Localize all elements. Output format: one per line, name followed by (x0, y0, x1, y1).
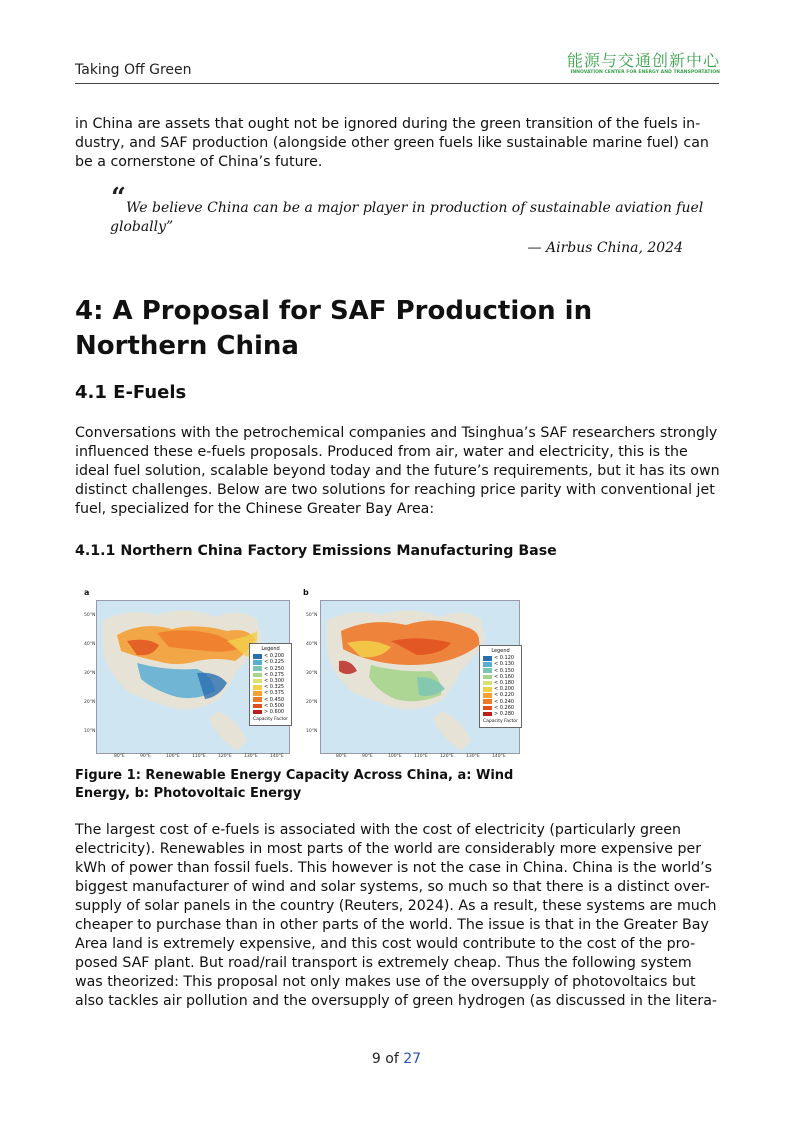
subsubsection-heading: 4.1.1 Northern China Factory Emissions Manufacturing Base (75, 543, 557, 559)
figure-caption (75, 767, 515, 803)
text-line: influenced these e-fuels proposals. Produced from air, water and electricity, this is the (75, 444, 688, 460)
logo-chinese-text: 能源与交通创新中心 (566, 51, 720, 70)
legend-footer: Capacity Factor (253, 717, 288, 723)
text-line: was theorized: This proposal not only makes use of the oversupply of photovoltaics but (75, 974, 696, 990)
section-heading: 4: A Proposal for SAF Production in Northern China (75, 296, 593, 361)
lat-tick: 10°N (306, 729, 318, 734)
text-line: in China are assets that ought not be ignored during the green transition of the fuels in- (75, 116, 701, 132)
caption-line: Figure 1: Renewable Energy Capacity Across China, a: Wind (75, 768, 514, 783)
quote-line: globally” (110, 219, 174, 235)
legend-item-label: < 0.150 (494, 667, 515, 674)
lat-tick: 50°N (84, 613, 96, 618)
legend-item-label: < 0.120 (494, 655, 515, 662)
logo-english-text: INNOVATION CENTER FOR ENERGY AND TRANSPORTATION (570, 70, 720, 75)
text-line: cheaper to purchase than in other parts of the world. The issue is that in the Greater Bay (75, 917, 709, 933)
legend-swatch (253, 691, 262, 696)
legend-swatch (253, 679, 262, 684)
lon-tick: 80°E (114, 754, 125, 759)
legend-item-label: < 0.325 (264, 684, 285, 691)
intro-paragraph (75, 115, 721, 172)
electricity-cost-paragraph (75, 821, 721, 1011)
lon-tick: 130°E (466, 754, 480, 759)
text-line: kWh of power than fossil fuels. This however is not the case in China. China is the world’s (75, 860, 713, 876)
legend-swatch (483, 706, 492, 711)
lon-tick: 140°E (270, 754, 284, 759)
legend-item-label: < 0.275 (264, 671, 285, 678)
lon-tick: 120°E (440, 754, 454, 759)
e-fuels-paragraph (75, 424, 721, 519)
running-header-title: Taking Off Green (75, 62, 192, 78)
legend-swatch (483, 668, 492, 673)
legend-swatch (483, 712, 492, 717)
text-line: be a cornerstone of China’s future. (75, 154, 323, 170)
legend-footer: Capacity Factor (483, 719, 518, 725)
lon-tick: 90°E (140, 754, 151, 759)
legend-swatch (253, 654, 262, 659)
lon-tick: 90°E (362, 754, 373, 759)
lat-tick: 10°N (84, 729, 96, 734)
quote-line: We believe China can be a major player in production of sustainable aviation fuel (126, 200, 704, 216)
legend-item-label: < 0.260 (494, 704, 515, 711)
legend-item (253, 709, 288, 715)
legend-item-label: < 0.130 (494, 661, 515, 668)
legend-item-label: < 0.200 (494, 686, 515, 693)
legend-item-label: < 0.500 (264, 702, 285, 709)
lon-tick: 120°E (218, 754, 232, 759)
legend-item-label: > 0.280 (494, 711, 515, 718)
lon-tick: 110°E (192, 754, 206, 759)
legend-item-label: < 0.225 (264, 659, 285, 666)
text-line: dustry, and SAF production (alongside other green fuels like sustainable marine fuel) can (75, 135, 709, 151)
legend-panel-a (249, 643, 292, 726)
legend-swatch (483, 681, 492, 686)
logo (555, 52, 720, 76)
lat-tick: 40°N (306, 642, 318, 647)
photovoltaic-capacity-map (304, 598, 520, 760)
page-total-link[interactable]: 27 (403, 1051, 422, 1067)
legend-item-label: < 0.375 (264, 690, 285, 697)
text-line: Conversations with the petrochemical companies and Tsinghua’s SAF researchers strongly (75, 425, 718, 441)
lat-tick: 20°N (306, 700, 318, 705)
quote-attribution: — Airbus China, 2024 (527, 240, 683, 256)
legend-item-label: > 0.600 (264, 709, 285, 716)
text-line: fuel, specialized for the Chinese Greater Bay Area: (75, 501, 435, 517)
legend-swatch (483, 662, 492, 667)
legend-swatch (253, 685, 262, 690)
legend-swatch (253, 697, 262, 702)
text-line: distinct challenges. Below are two solutions for reaching price parity with conventional jet (75, 482, 715, 498)
legend-item-label: < 0.300 (264, 678, 285, 685)
wind-capacity-map (82, 598, 290, 760)
legend-item (483, 711, 518, 717)
text-line: electricity). Renewables in most parts of the world are considerably more expensive per (75, 841, 702, 857)
legend-swatch (253, 704, 262, 709)
legend-item-label: < 0.250 (264, 665, 285, 672)
page-current: 9 (371, 1051, 381, 1067)
lon-tick: 80°E (336, 754, 347, 759)
text-line: The largest cost of e-fuels is associated with the cost of electricity (particularly green (75, 822, 682, 838)
text-line: Area land is extremely expensive, and this cost would contribute to the cost of the pro- (75, 936, 696, 952)
legend-item-label: < 0.180 (494, 680, 515, 687)
legend-swatch (253, 660, 262, 665)
lat-tick: 30°N (306, 671, 318, 676)
legend-item-label: < 0.160 (494, 673, 515, 680)
lon-tick: 140°E (492, 754, 506, 759)
legend-panel-b (479, 645, 522, 728)
legend-swatch (483, 675, 492, 680)
page-number (0, 1051, 793, 1067)
panel-a-label: a (84, 588, 90, 597)
legend-swatch (483, 687, 492, 692)
text-line: supply of solar panels in the country (Reuters, 2024). As a result, these systems are much (75, 898, 717, 914)
lon-tick: 130°E (244, 754, 258, 759)
block-quote (110, 199, 704, 237)
legend-item-label: < 0.220 (494, 692, 515, 699)
legend-swatch (253, 710, 262, 715)
lon-tick: 110°E (414, 754, 428, 759)
lon-tick: 100°E (166, 754, 180, 759)
subsection-heading: 4.1 E-Fuels (75, 382, 187, 403)
lat-tick: 50°N (306, 613, 318, 618)
legend-swatch (483, 656, 492, 661)
legend-item-label: < 0.450 (264, 696, 285, 703)
legend-title: Legend (491, 648, 510, 654)
lat-tick: 40°N (84, 642, 96, 647)
legend-swatch (483, 693, 492, 698)
quote-mark: “ (111, 183, 126, 213)
panel-b-label: b (303, 588, 309, 597)
lat-tick: 30°N (84, 671, 96, 676)
legend-item-label: < 0.200 (264, 653, 285, 660)
page-of: of (385, 1051, 399, 1067)
text-line: posed SAF plant. But road/rail transport is extremely cheap. Thus the following system (75, 955, 692, 971)
lon-tick: 100°E (388, 754, 402, 759)
legend-title: Legend (261, 646, 280, 652)
lat-tick: 20°N (84, 700, 96, 705)
text-line: ideal fuel solution, scalable beyond today and the future’s requirements, but it has its own (75, 463, 720, 479)
header-rule (75, 83, 719, 84)
legend-swatch (483, 699, 492, 704)
legend-swatch (253, 673, 262, 678)
text-line: also tackles air pollution and the oversupply of green hydrogen (as discussed in the litera- (75, 993, 718, 1009)
legend-item-label: < 0.240 (494, 698, 515, 705)
caption-line: Energy, b: Photovoltaic Energy (75, 786, 302, 801)
legend-swatch (253, 666, 262, 671)
text-line: biggest manufacturer of wind and solar systems, so much so that there is a distinct over- (75, 879, 710, 895)
